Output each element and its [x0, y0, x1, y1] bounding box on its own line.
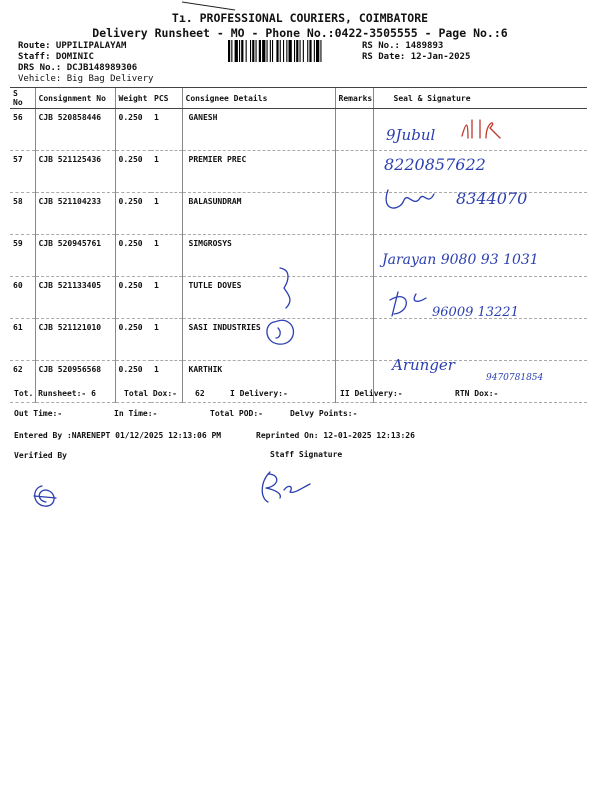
barcode-bar: [296, 40, 298, 62]
i-delivery: I Delivery:-: [230, 389, 288, 398]
staff-signature-label: Staff Signature: [270, 450, 343, 459]
tot-runsheet: Tot. Runsheet:- 6: [14, 389, 96, 398]
stamp-scribble-row-60: [258, 262, 308, 352]
cell-weight: 0.250: [115, 193, 151, 235]
barcode-bar: [270, 40, 271, 62]
barcode: [228, 40, 356, 62]
barcode-bar: [262, 40, 265, 62]
cell-consignment: CJB 520858446: [35, 109, 115, 151]
cell-pcs: 1: [151, 319, 182, 361]
cell-consignment: CJB 521125436: [35, 151, 115, 193]
cell-pcs: 1: [151, 235, 182, 277]
cell-sno: 60: [10, 277, 35, 319]
barcode-bar: [239, 40, 240, 62]
cell-consignment: CJB 520956568: [35, 361, 115, 403]
cell-consignment: CJB 521121010: [35, 319, 115, 361]
cell-remarks: [335, 235, 373, 277]
barcode-bar: [241, 40, 243, 62]
col-header-consignment: Consignment No: [35, 88, 115, 109]
rtn-dox: RTN Dox:-: [455, 389, 499, 398]
rs-number: RS No.: 1489893: [362, 41, 444, 51]
cell-consignee: SASI INDUSTRIES: [182, 319, 335, 361]
barcode-bar: [300, 40, 301, 62]
barcode-bar: [272, 40, 273, 62]
barcode-bar: [316, 40, 319, 62]
ii-delivery: II Delivery:-: [340, 389, 403, 398]
cell-sno: 57: [10, 151, 35, 193]
verified-signature: [28, 482, 62, 512]
barcode-bar: [256, 40, 257, 62]
cell-sno: 62: [10, 361, 35, 403]
col-header-consignee: Consignee Details: [182, 88, 335, 109]
cell-remarks: [335, 151, 373, 193]
cell-consignment: CJB 521104233: [35, 193, 115, 235]
col-header-sno: S No: [10, 88, 35, 109]
signature-row-58: [380, 182, 570, 216]
barcode-bar: [314, 40, 315, 62]
cell-pcs: 1: [151, 109, 182, 151]
cell-weight: 0.250: [115, 319, 151, 361]
barcode-bar: [267, 40, 268, 62]
cell-weight: 0.250: [115, 277, 151, 319]
signature-row-62: [390, 350, 570, 386]
handwritten-text-row-56: 9Jubul: [386, 126, 436, 144]
signature-row-57: [380, 148, 550, 178]
col-header-weight: Weight: [115, 88, 151, 109]
cell-sno: 58: [10, 193, 35, 235]
vehicle-label: Vehicle: Big Bag Delivery: [18, 74, 154, 84]
barcode-bar: [259, 40, 261, 62]
total-dox-label: Total Dox:-: [124, 389, 177, 398]
col-header-pcs: PCS: [151, 88, 182, 109]
barcode-bar: [280, 40, 281, 62]
col-header-remarks: Remarks: [335, 88, 373, 109]
cell-remarks: [335, 109, 373, 151]
cell-pcs: 1: [151, 361, 182, 403]
handwritten-text-row-58: 8344070: [456, 189, 528, 208]
barcode-bar: [303, 40, 304, 62]
cell-consignee: PREMIER PREC: [182, 151, 335, 193]
staff-signature: [258, 468, 318, 508]
cell-remarks: [335, 319, 373, 361]
page-title: Tı. PROFESSIONAL COURIERS, COIMBATORE: [171, 11, 429, 25]
stamp-circle: [267, 268, 294, 344]
barcode-bar: [320, 40, 321, 62]
barcode-bar: [286, 40, 287, 62]
cell-remarks: [335, 193, 373, 235]
cell-remarks: [335, 277, 373, 319]
barcode-bar: [235, 40, 238, 62]
barcode-bar: [246, 40, 247, 62]
barcode-bar: [276, 40, 278, 62]
cell-consignment: CJB 521133405: [35, 277, 115, 319]
cell-pcs: 1: [151, 151, 182, 193]
handwritten-text-row-57: 8220857622: [384, 155, 486, 174]
cell-weight: 0.250: [115, 235, 151, 277]
cell-sno: 61: [10, 319, 35, 361]
cell-pcs: 1: [151, 277, 182, 319]
handwritten-phone-row-62: 9470781854: [486, 373, 544, 383]
signature-row-56: [380, 112, 530, 148]
barcode-bar: [231, 40, 232, 62]
total-dox-value: 62: [195, 389, 205, 398]
initials-mark: [462, 120, 500, 138]
staff-label: Staff: DOMINIC: [18, 52, 94, 62]
barcode-bar: [307, 40, 308, 62]
drs-number: DRS No.: DCJB148989306: [18, 63, 138, 73]
cell-weight: 0.250: [115, 361, 151, 403]
signature-row-59: [378, 244, 578, 272]
barcode-bar: [252, 40, 254, 62]
cell-consignment: CJB 520945761: [35, 235, 115, 277]
barcode-bar: [283, 40, 284, 62]
signature-stroke: [390, 292, 426, 316]
cell-weight: 0.250: [115, 109, 151, 151]
rs-date: RS Date: 12-Jan-2025: [362, 52, 471, 62]
delvy-points: Delvy Points:-: [290, 409, 358, 418]
signature-stroke: [34, 486, 56, 506]
handwritten-text-row-62: Arunger: [392, 356, 455, 374]
barcode-bar: [309, 40, 311, 62]
out-time: Out Time:-: [14, 409, 63, 418]
cell-sno: 56: [10, 109, 35, 151]
col-header-signature: Seal & Signature: [373, 88, 587, 109]
cell-weight: 0.250: [115, 151, 151, 193]
cell-consignee: TUTLE DOVES: [182, 277, 335, 319]
route-label: Route: UPPILIPALAYAM: [18, 41, 127, 51]
barcode-bar: [289, 40, 292, 62]
handwritten-text-row-61: 96009 13221: [432, 305, 519, 320]
barcode-bar: [228, 40, 230, 62]
cell-consignee: BALASUNDRAM: [182, 193, 335, 235]
cell-consignee: KARTHIK: [182, 361, 335, 403]
verified-by-label: Verified By: [14, 451, 67, 460]
cell-consignee: SIMGROSYS: [182, 235, 335, 277]
signature-stroke: [386, 190, 434, 208]
cell-consignee: GANESH: [182, 109, 335, 151]
signature-row-61: [380, 284, 560, 326]
cell-pcs: 1: [151, 193, 182, 235]
handwritten-text-row-59: Jarayan 9080 93 1031: [382, 252, 539, 268]
in-time: In Time:-: [114, 409, 158, 418]
total-pod: Total POD:-: [210, 409, 263, 418]
reprinted-on: Reprinted On: 12-01-2025 12:13:26: [256, 431, 415, 440]
barcode-bar: [250, 40, 251, 62]
signature-stroke: [262, 472, 310, 502]
entered-by: Entered By :NARENEPT 01/12/2025 12:13:06 PM: [14, 431, 222, 440]
barcode-bar: [294, 40, 295, 62]
cell-sno: 59: [10, 235, 35, 277]
table-header-row: [10, 88, 587, 109]
page-subtitle: Delivery Runsheet - MO - Phone No.:0422-3505555 - Page No.:6: [92, 26, 508, 40]
